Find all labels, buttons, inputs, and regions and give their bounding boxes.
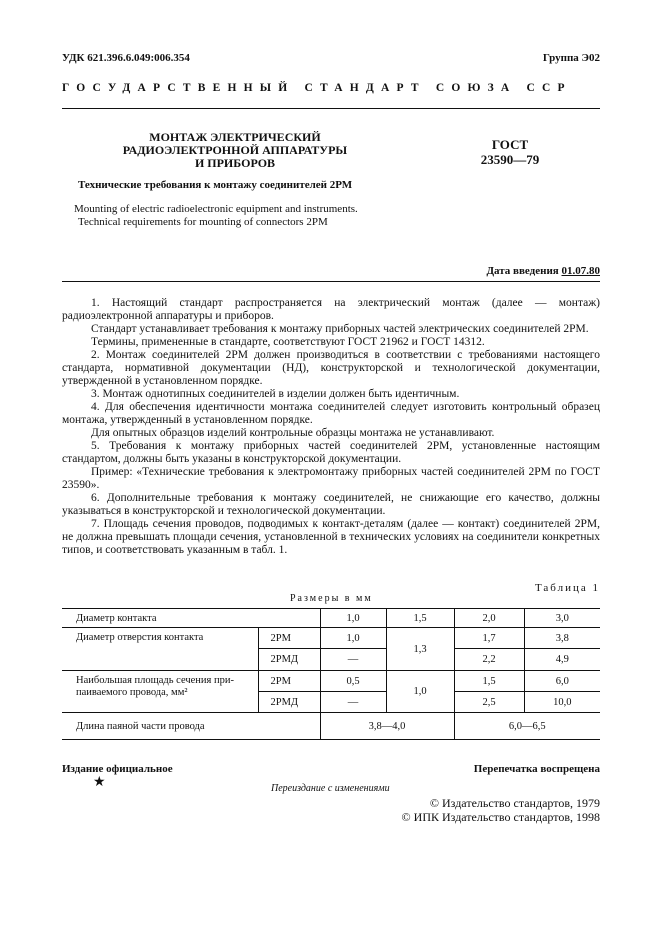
table-cell: 2,2 <box>454 649 524 671</box>
table-cell: 3,8—4,0 <box>320 713 454 740</box>
table-cell: 2,5 <box>454 692 524 713</box>
paragraph-5: 3. Монтаж однотипных соединителей в изделии должен быть идентичным. <box>91 388 460 400</box>
table-cell: 2,0 <box>454 609 524 628</box>
table-units: Размеры в мм <box>290 593 373 604</box>
english-title-line-1: Mounting of electric radioelectronic equipment and instruments. <box>74 203 358 215</box>
table-row <box>62 628 600 649</box>
row-label-solder-length: Длина паяной части провода <box>62 713 320 740</box>
paragraph-11: 7. Площадь сечения проводов, подводимых к контакт-деталям (далее — контакт) соединителей 2РМ, не должна превышать площади сечения, установленной в технических условиях на соединители конкретных типов, и соответствовать указанным в табл. 1. <box>62 518 600 556</box>
table-cell: 3,8 <box>524 628 600 649</box>
table-caption: Таблица 1 <box>534 582 600 594</box>
paragraph-8: 5. Требования к монтажу приборных частей соединителей 2РМ, установленные настоящим стандартом, должны быть указаны в конструкторской документации. <box>62 440 600 465</box>
english-title <box>74 203 358 229</box>
table-cell: 1,0 <box>320 609 386 628</box>
table-cell: 1,5 <box>386 609 454 628</box>
table-cell: — <box>320 692 386 713</box>
copyright-1979: © Издательство стандартов, 1979 <box>429 796 600 810</box>
table-cell: 1,0 <box>386 671 454 713</box>
table-cell: 0,5 <box>320 671 386 692</box>
table-cell: — <box>320 649 386 671</box>
effective-date-label: Дата введения <box>486 265 559 277</box>
table-cell: 1,3 <box>386 628 454 671</box>
paragraph-10: 6. Дополнительные требования к монтажу соединителей, не снижающие его качество, должны указываться в конструкторской и технологической документации. <box>62 492 600 517</box>
effective-date-value: 01.07.80 <box>561 265 600 277</box>
table-cell: 3,0 <box>524 609 600 628</box>
table-cell: 1,0 <box>320 628 386 649</box>
title-line-1: МОНТАЖ ЭЛЕКТРИЧЕСКИЙ <box>149 130 321 144</box>
table-row <box>62 713 600 740</box>
row-label-hole-diameter: Диаметр отверстия контакта <box>62 628 258 671</box>
table-cell: 6,0—6,5 <box>454 713 600 740</box>
table-cell: 1,7 <box>454 628 524 649</box>
gost-label: ГОСТ <box>491 137 529 152</box>
paragraph-6: 4. Для обеспечения идентичности монтажа соединителей следует изготовить контрольный образец монтажа, утвержденный в установленном порядке. <box>62 401 600 426</box>
reprint-prohibited: Перепечатка воспрещена <box>473 763 600 775</box>
table-cell: 1,5 <box>454 671 524 692</box>
standard-body <box>62 297 600 557</box>
table-cell: 6,0 <box>524 671 600 692</box>
table-cell: 2РМ <box>258 628 320 649</box>
standard-subtitle: Технические требования к монтажу соединителей 2РМ <box>78 179 353 191</box>
paragraph-9: Пример: «Технические требования к электромонтажу приборных частей соединителей 2РМ по ГОСТ 23590». <box>62 466 600 491</box>
gost-designation <box>440 137 580 167</box>
paragraph-2: Стандарт устанавливает требования к монтажу приборных частей электрических соединителей 2РМ. <box>91 323 589 335</box>
state-standard-banner: ГОСУДАРСТВЕННЫЙ СТАНДАРТ СОЮЗА ССР <box>62 82 572 94</box>
table-cell: 2РМ <box>258 671 320 692</box>
table-row <box>62 671 600 692</box>
official-edition: Издание официальное <box>62 763 173 775</box>
header-divider <box>62 108 600 109</box>
effective-date <box>486 265 600 277</box>
standard-title <box>100 131 370 170</box>
row-label-wire-section <box>62 671 258 713</box>
paragraph-1: 1. Настоящий стандарт распространяется на электрический монтаж (далее — монтаж) радиоэлектронной аппаратуры и приборов. <box>62 297 600 322</box>
wire-section-label-line-1: Наибольшая площадь сечения при- <box>76 674 234 686</box>
group-code: Группа Э02 <box>542 52 600 64</box>
table-cell: 2РМД <box>258 692 320 713</box>
table-cell: 4,9 <box>524 649 600 671</box>
reissue-note: Переиздание с изменениями <box>271 783 390 794</box>
paragraph-7: Для опытных образцов изделий контрольные образцы монтажа не устанавливают. <box>91 427 495 439</box>
star-icon: ★ <box>93 775 106 790</box>
wire-section-label-line-2: паиваемого провода, мм² <box>76 686 188 698</box>
title-line-2: РАДИОЭЛЕКТРОННОЙ АППАРАТУРЫ <box>122 143 348 157</box>
table-cell: 2РМД <box>258 649 320 671</box>
gost-number: 23590—79 <box>480 152 540 167</box>
row-label-contact-diameter: Диаметр контакта <box>62 609 320 628</box>
title-line-3: И ПРИБОРОВ <box>194 156 276 170</box>
copyright-1998: © ИПК Издательство стандартов, 1998 <box>401 810 600 824</box>
table-cell: 10,0 <box>524 692 600 713</box>
udk-code: УДК 621.396.6.049:006.354 <box>62 52 190 64</box>
table-row <box>62 609 600 628</box>
english-title-line-2: Technical requirements for mounting of connectors 2PM <box>78 216 328 228</box>
paragraph-3: Термины, примененные в стандарте, соответствуют ГОСТ 21962 и ГОСТ 14312. <box>91 336 485 348</box>
table-1 <box>62 608 600 740</box>
paragraph-4: 2. Монтаж соединителей 2РМ должен производиться в соответствии с требованиями настоящего стандарта, нормативной документации (НД), конструкторской и технологической документации, утвержденной в установленном порядке. <box>62 349 600 387</box>
date-divider <box>62 281 600 282</box>
